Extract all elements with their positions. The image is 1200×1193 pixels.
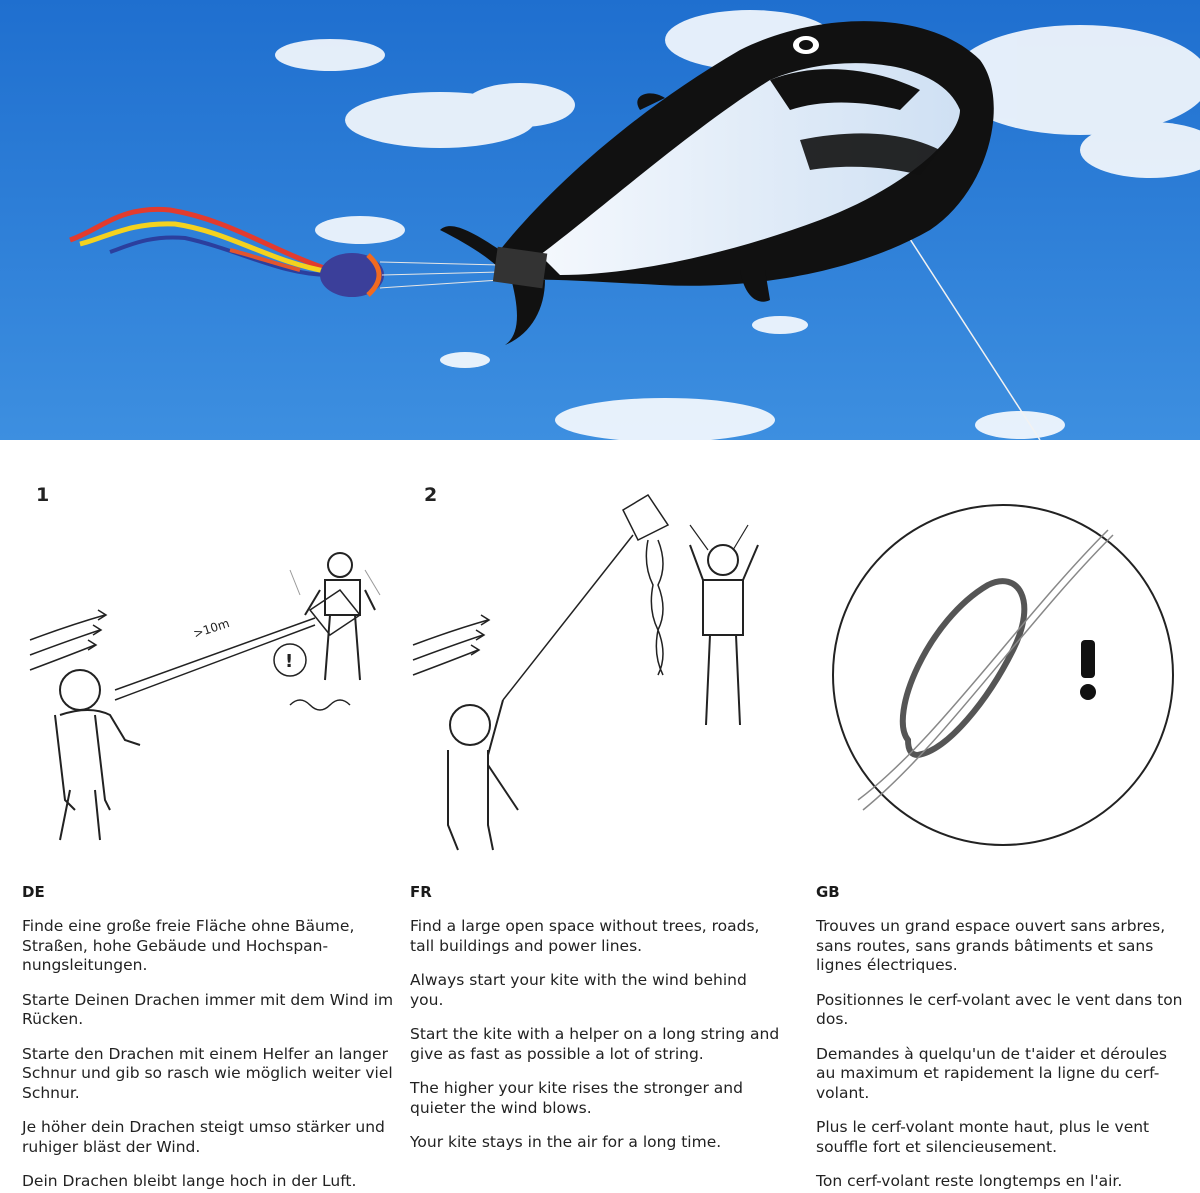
paragraph: The higher your kite rises the stronger and quieter the wind blows.: [410, 1079, 743, 1117]
distance-label: >10m: [191, 616, 232, 641]
warning-icon: [1081, 640, 1095, 678]
wind-lines-icon: [30, 610, 106, 670]
paragraph: Start the kite with a helper on a long string and give as fast as possible a lot of string.: [410, 1025, 780, 1063]
carabiner-detail-illustration: [818, 500, 1188, 855]
paragraph: Demandes à quelqu'un de t'aider et déroules au maximum et rapidement la ligne du cerf-volant.: [816, 1044, 1167, 1102]
warning-mark-1: !: [285, 651, 294, 672]
language-code-gb: GB: [816, 883, 840, 901]
step-1-illustration: [20, 540, 400, 860]
paragraph: Always start your kite with the wind behind you.: [410, 971, 747, 1009]
paragraph: Your kite stays in the air for a long time.: [410, 1133, 722, 1151]
language-code-fr: FR: [410, 883, 432, 901]
section-fr: [410, 880, 785, 1168]
paragraph: Starte Deinen Drachen immer mit dem Wind im Rücken.: [22, 990, 394, 1028]
paragraph: Dein Drachen bleibt lange hoch in der Luft.: [22, 1172, 357, 1190]
section-gb: [816, 880, 1191, 1193]
section-de: [22, 880, 397, 1193]
paragraph: Plus le cerf-volant monte haut, plus le vent souffle fort et silencieusement.: [816, 1118, 1150, 1156]
paragraph: Je höher dein Drachen steigt umso stärker und ruhiger bläst der Wind.: [22, 1118, 385, 1156]
paragraph: Ton cerf-volant reste longtemps en l'air.: [816, 1172, 1123, 1190]
paragraph: Trouves un grand espace ouvert sans arbres, sans routes, sans grands bâtiments et sans lignes électriques.: [816, 917, 1166, 974]
paragraph: Find a large open space without trees, roads, tall buildings and power lines.: [410, 917, 760, 955]
carabiner-icon: [903, 581, 1025, 755]
step-2-illustration: [408, 485, 788, 860]
step-number-1: 1: [36, 484, 50, 506]
whale-kite-photo: [0, 0, 1200, 440]
paragraph: Positionnes le cerf-volant avec le vent dans ton dos.: [816, 990, 1183, 1028]
wind-lines-icon: [413, 615, 489, 675]
paragraph: Finde eine große freie Fläche ohne Bäume, Straßen, hohe Gebäude und Hochspan-nungsleitungen.: [22, 917, 355, 974]
step-number-2: 2: [424, 484, 438, 506]
paragraph: Starte den Drachen mit einem Helfer an langer Schnur und gib so rasch wie möglich weiter viel Schnur.: [22, 1044, 393, 1102]
instruction-illustrations: [0, 440, 1200, 880]
language-code-de: DE: [22, 883, 45, 901]
stick-figure-icon: [690, 545, 758, 725]
